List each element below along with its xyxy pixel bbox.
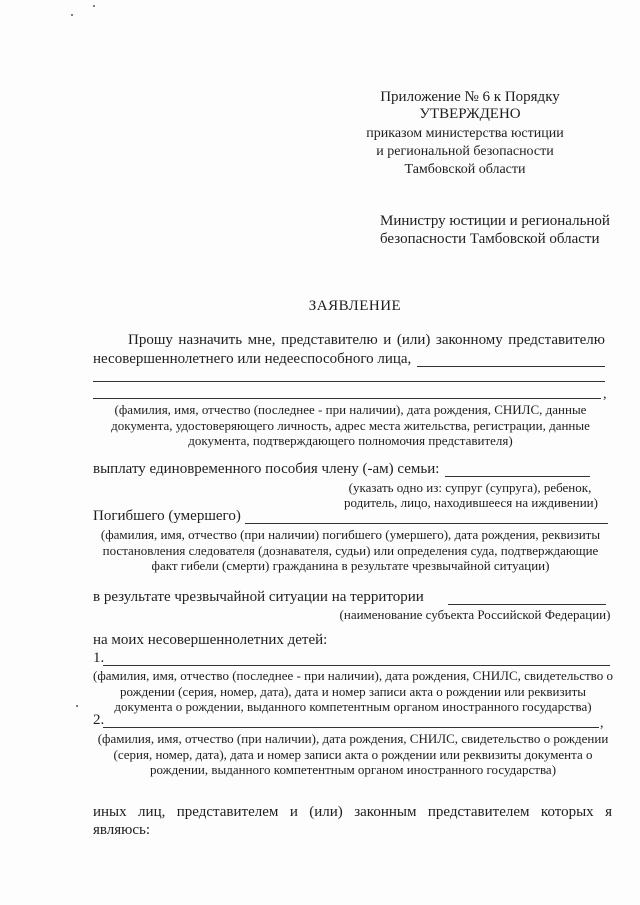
intro-line-2: несовершеннолетнего или недееспособного лица, (93, 351, 412, 367)
deceased-field-line[interactable] (245, 523, 608, 524)
appendix-reference: Приложение № 6 к Порядку (380, 89, 560, 105)
approved-stamp-text: УТВЕРЖДЕНО (419, 106, 521, 122)
payment-label: выплату единовременного пособия члену (-ам) семьи: (93, 461, 440, 477)
child-2-field-line[interactable] (103, 727, 599, 728)
emergency-label: в результате чрезвычайной ситуации на территории (93, 589, 424, 605)
deceased-hint-line-1: (фамилия, имя, отчество (при наличии) погибшего (умершего), дата рождения, реквизиты (100, 527, 601, 542)
payment-hint-line-2: родитель, лицо, находившееся на иждивении) (344, 495, 598, 510)
deceased-label: Погибшего (умершего) (93, 508, 241, 524)
addressee-line-2: безопасности Тамбовской области (380, 231, 600, 247)
child-1-hint-line-2: рождении (серия, номер, дата), дата и номер записи акта о рождении или реквизиты (119, 684, 587, 699)
others-line-2: являюсь: (93, 822, 151, 838)
applicant-hint-line-1: (фамилия, имя, отчество (последнее - при наличии), дата рождения, СНИЛС, данные (114, 402, 587, 417)
applicant-field-line-1[interactable] (417, 366, 605, 367)
order-line-1: приказом министерства юстиции (366, 126, 564, 141)
others-line-1: иных лиц, представителем и (или) законным представителем которых я (93, 804, 612, 820)
child-2-hint-line-2: (серия, номер, дата), дата и номер записи акта о рождении или реквизиты документа о (113, 747, 593, 762)
child-2-hint-line-3: рождении, выданного компетентным органом иностранного государства) (149, 762, 557, 777)
child-2-field-comma: , (600, 716, 604, 731)
child-2-number: 2. (93, 712, 105, 728)
applicant-field-line-2[interactable] (93, 381, 605, 382)
applicant-hint-line-2: документа, удостоверяющего личность, адрес места жительства, регистрации, данные (111, 418, 590, 433)
document-title: ЗАЯВЛЕНИЕ (308, 298, 402, 314)
payment-hint-line-1: (указать одно из: супруг (супруга), ребенок, (348, 480, 592, 495)
applicant-hint-line-3: документа, подтверждающего полномочия представителя) (188, 433, 513, 448)
scan-speck (93, 5, 95, 7)
deceased-hint-line-3: факт гибели (смерти) гражданина в результате чрезвычайной ситуации) (151, 558, 550, 573)
scan-speck (76, 705, 78, 707)
scan-speck (71, 14, 73, 16)
intro-line-1: Прошу назначить мне, представителю и (или) законному представителю (128, 332, 605, 348)
child-1-number: 1. (93, 650, 105, 666)
emergency-hint: (наименование субъекта Российской Федерации) (339, 607, 611, 622)
deceased-hint-line-2: постановления следователя (дознавателя, судьи) или определения суда, подтверждающие (102, 543, 599, 558)
region-field-line[interactable] (448, 604, 606, 605)
child-1-field-line[interactable] (103, 665, 610, 666)
applicant-field-comma: , (603, 387, 607, 402)
child-1-hint-line-3: документа о рождении, выданного компетентным органом иностранного государства) (114, 699, 592, 714)
addressee-line-1: Министру юстиции и региональной (380, 213, 610, 229)
family-member-field-line[interactable] (445, 476, 590, 477)
child-2-hint-line-1: (фамилия, имя, отчество (при наличии), дата рождения, СНИЛС, свидетельство о рождении (97, 731, 609, 746)
order-line-2: и региональной безопасности (376, 144, 554, 159)
applicant-field-line-3[interactable] (93, 398, 601, 399)
children-label: на моих несовершеннолетних детей: (93, 632, 328, 648)
order-line-3: Тамбовской области (404, 162, 526, 177)
child-1-hint-line-1: (фамилия, имя, отчество (последнее - при наличии), дата рождения, СНИЛС, свидетельство о (93, 668, 613, 683)
